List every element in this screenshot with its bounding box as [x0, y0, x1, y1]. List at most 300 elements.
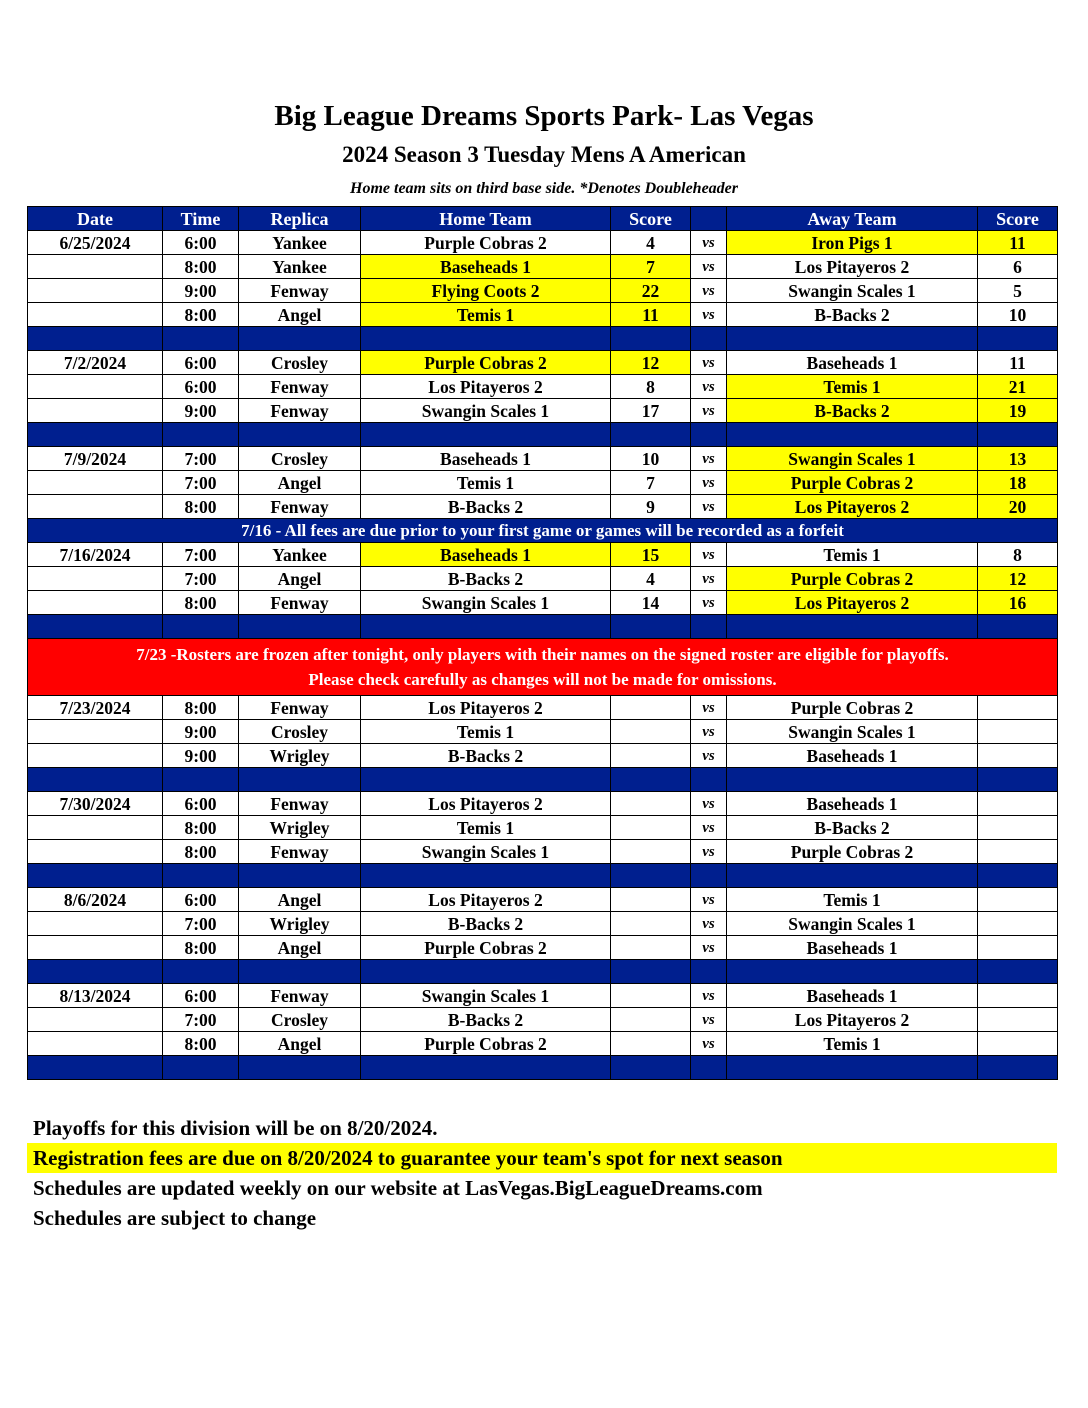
away-score: 6: [978, 255, 1058, 279]
separator-cell: [611, 423, 691, 447]
game-date: [28, 375, 163, 399]
schedule-table: [27, 206, 1058, 1080]
separator-cell: [28, 960, 163, 984]
home-score: [611, 720, 691, 744]
vs-label: vs: [691, 840, 727, 864]
vs-label: vs: [691, 231, 727, 255]
separator-cell: [361, 615, 611, 639]
away-score: 13: [978, 447, 1058, 471]
away-team: Los Pitayeros 2: [727, 591, 978, 615]
away-team: Swangin Scales 1: [727, 912, 978, 936]
away-score: [978, 744, 1058, 768]
away-score: 5: [978, 279, 1058, 303]
field-replica: Angel: [239, 471, 361, 495]
col-header-home-score: Score: [611, 207, 691, 231]
field-replica: Fenway: [239, 696, 361, 720]
home-score: 7: [611, 255, 691, 279]
vs-label: vs: [691, 696, 727, 720]
game-row: [28, 495, 1058, 519]
away-score: [978, 720, 1058, 744]
game-date: [28, 567, 163, 591]
week-separator-row: [28, 960, 1058, 984]
away-score: 19: [978, 399, 1058, 423]
week-separator-row: [28, 423, 1058, 447]
game-row: [28, 720, 1058, 744]
vs-label: vs: [691, 567, 727, 591]
home-score: [611, 696, 691, 720]
home-score: 8: [611, 375, 691, 399]
game-time: 7:00: [163, 567, 239, 591]
fee-notice-row: [28, 519, 1058, 543]
game-date: 7/23/2024: [28, 696, 163, 720]
away-team: Baseheads 1: [727, 792, 978, 816]
home-team: B-Backs 2: [361, 567, 611, 591]
field-replica: Fenway: [239, 495, 361, 519]
away-team: Temis 1: [727, 1032, 978, 1056]
away-team: Los Pitayeros 2: [727, 1008, 978, 1032]
roster-alert-cell: [28, 639, 1058, 696]
away-score: 16: [978, 591, 1058, 615]
home-score: [611, 816, 691, 840]
away-team: Los Pitayeros 2: [727, 495, 978, 519]
away-team: Swangin Scales 1: [727, 720, 978, 744]
away-score: 11: [978, 231, 1058, 255]
home-team: B-Backs 2: [361, 912, 611, 936]
home-team: Swangin Scales 1: [361, 399, 611, 423]
away-score: [978, 1032, 1058, 1056]
away-score: 20: [978, 495, 1058, 519]
game-row: [28, 888, 1058, 912]
separator-cell: [691, 615, 727, 639]
field-replica: Fenway: [239, 591, 361, 615]
game-date: 7/2/2024: [28, 351, 163, 375]
home-score: 14: [611, 591, 691, 615]
schedule-body: [28, 231, 1058, 1080]
separator-cell: [163, 423, 239, 447]
game-date: 7/16/2024: [28, 543, 163, 567]
game-time: 8:00: [163, 591, 239, 615]
game-date: [28, 279, 163, 303]
separator-cell: [239, 423, 361, 447]
fee-notice-text: 7/16 - All fees are due prior to your first game or games will be recorded as a forfeit: [28, 519, 1058, 543]
game-row: [28, 696, 1058, 720]
separator-cell: [978, 615, 1058, 639]
game-time: 6:00: [163, 984, 239, 1008]
separator-cell: [691, 327, 727, 351]
separator-cell: [163, 615, 239, 639]
separator-cell: [727, 960, 978, 984]
away-team: Purple Cobras 2: [727, 471, 978, 495]
home-score: [611, 984, 691, 1008]
col-header-away-score: Score: [978, 207, 1058, 231]
game-time: 7:00: [163, 912, 239, 936]
week-separator-row: [28, 615, 1058, 639]
home-score: 12: [611, 351, 691, 375]
separator-cell: [611, 1056, 691, 1080]
field-replica: Crosley: [239, 1008, 361, 1032]
separator-cell: [239, 864, 361, 888]
game-date: 8/13/2024: [28, 984, 163, 1008]
away-score: 10: [978, 303, 1058, 327]
game-row: [28, 936, 1058, 960]
game-time: 7:00: [163, 447, 239, 471]
away-score: [978, 840, 1058, 864]
away-score: [978, 936, 1058, 960]
field-replica: Yankee: [239, 543, 361, 567]
vs-label: vs: [691, 984, 727, 1008]
home-team: Los Pitayeros 2: [361, 792, 611, 816]
separator-cell: [727, 864, 978, 888]
footer-line: Schedules are updated weekly on our website at LasVegas.BigLeagueDreams.com: [33, 1176, 763, 1200]
separator-cell: [239, 1056, 361, 1080]
home-score: 15: [611, 543, 691, 567]
vs-label: vs: [691, 744, 727, 768]
home-team: Baseheads 1: [361, 255, 611, 279]
away-team: Baseheads 1: [727, 984, 978, 1008]
separator-cell: [28, 768, 163, 792]
away-team: Purple Cobras 2: [727, 567, 978, 591]
separator-cell: [727, 423, 978, 447]
separator-cell: [239, 327, 361, 351]
separator-cell: [361, 960, 611, 984]
footer-notes: [27, 1113, 1057, 1233]
game-row: [28, 447, 1058, 471]
page-title: Big League Dreams Sports Park- Las Vegas: [274, 100, 814, 132]
game-time: 8:00: [163, 303, 239, 327]
col-header-home-team: Home Team: [361, 207, 611, 231]
game-date: [28, 720, 163, 744]
separator-cell: [28, 423, 163, 447]
separator-cell: [239, 960, 361, 984]
separator-cell: [163, 1056, 239, 1080]
roster-alert-row: [28, 639, 1058, 696]
away-team: Temis 1: [727, 543, 978, 567]
home-team: Los Pitayeros 2: [361, 375, 611, 399]
home-score: [611, 1032, 691, 1056]
game-time: 8:00: [163, 255, 239, 279]
week-separator-row: [28, 1056, 1058, 1080]
game-row: [28, 1008, 1058, 1032]
separator-cell: [691, 768, 727, 792]
away-score: [978, 792, 1058, 816]
game-row: [28, 543, 1058, 567]
field-replica: Yankee: [239, 255, 361, 279]
vs-label: vs: [691, 495, 727, 519]
vs-label: vs: [691, 255, 727, 279]
home-score: 17: [611, 399, 691, 423]
game-date: [28, 936, 163, 960]
home-score: [611, 1008, 691, 1032]
field-replica: Angel: [239, 936, 361, 960]
away-score: 8: [978, 543, 1058, 567]
home-score: [611, 912, 691, 936]
week-separator-row: [28, 864, 1058, 888]
field-replica: Crosley: [239, 447, 361, 471]
game-date: [28, 399, 163, 423]
away-score: 12: [978, 567, 1058, 591]
away-team: Purple Cobras 2: [727, 696, 978, 720]
away-score: 18: [978, 471, 1058, 495]
field-replica: Fenway: [239, 375, 361, 399]
col-header-vs: [691, 207, 727, 231]
separator-cell: [163, 327, 239, 351]
game-time: 9:00: [163, 279, 239, 303]
away-team: Los Pitayeros 2: [727, 255, 978, 279]
away-score: [978, 1008, 1058, 1032]
game-row: [28, 984, 1058, 1008]
field-replica: Fenway: [239, 984, 361, 1008]
game-row: [28, 912, 1058, 936]
home-team: Flying Coots 2: [361, 279, 611, 303]
field-replica: Angel: [239, 303, 361, 327]
game-row: [28, 303, 1058, 327]
footer-line: Schedules are subject to change: [33, 1206, 317, 1230]
game-date: [28, 912, 163, 936]
game-date: [28, 816, 163, 840]
vs-label: vs: [691, 1032, 727, 1056]
game-time: 6:00: [163, 351, 239, 375]
game-time: 9:00: [163, 399, 239, 423]
home-team: Temis 1: [361, 816, 611, 840]
game-time: 6:00: [163, 888, 239, 912]
home-score: 22: [611, 279, 691, 303]
separator-cell: [727, 615, 978, 639]
game-date: [28, 744, 163, 768]
game-time: 6:00: [163, 792, 239, 816]
game-date: [28, 1032, 163, 1056]
away-team: Temis 1: [727, 888, 978, 912]
game-date: 8/6/2024: [28, 888, 163, 912]
away-team: Swangin Scales 1: [727, 447, 978, 471]
separator-cell: [28, 327, 163, 351]
col-header-time: Time: [163, 207, 239, 231]
game-row: [28, 567, 1058, 591]
separator-cell: [691, 864, 727, 888]
game-time: 6:00: [163, 375, 239, 399]
game-time: 8:00: [163, 1032, 239, 1056]
col-header-date: Date: [28, 207, 163, 231]
home-team: B-Backs 2: [361, 1008, 611, 1032]
game-row: [28, 399, 1058, 423]
vs-label: vs: [691, 303, 727, 327]
field-replica: Fenway: [239, 279, 361, 303]
home-team: Los Pitayeros 2: [361, 888, 611, 912]
col-header-replica: Replica: [239, 207, 361, 231]
vs-label: vs: [691, 720, 727, 744]
away-score: [978, 912, 1058, 936]
home-team: Purple Cobras 2: [361, 351, 611, 375]
vs-label: vs: [691, 471, 727, 495]
home-score: 11: [611, 303, 691, 327]
game-time: 7:00: [163, 1008, 239, 1032]
separator-cell: [361, 327, 611, 351]
home-score: [611, 792, 691, 816]
home-team: Purple Cobras 2: [361, 936, 611, 960]
separator-cell: [611, 864, 691, 888]
home-team: Baseheads 1: [361, 543, 611, 567]
separator-cell: [691, 960, 727, 984]
separator-cell: [727, 327, 978, 351]
vs-label: vs: [691, 351, 727, 375]
roster-alert-line-1: 7/23 -Rosters are frozen after tonight, only players with their names on the signed roster are eligible for playoffs.: [136, 645, 949, 664]
separator-cell: [611, 615, 691, 639]
roster-alert-line-2: Please check carefully as changes will not be made for omissions.: [308, 670, 777, 689]
vs-label: vs: [691, 447, 727, 471]
separator-cell: [163, 864, 239, 888]
field-replica: Wrigley: [239, 744, 361, 768]
table-header-row: [28, 207, 1058, 231]
separator-cell: [28, 1056, 163, 1080]
field-replica: Angel: [239, 567, 361, 591]
home-team: Los Pitayeros 2: [361, 696, 611, 720]
home-team: Temis 1: [361, 720, 611, 744]
game-date: [28, 255, 163, 279]
vs-label: vs: [691, 1008, 727, 1032]
home-team: Purple Cobras 2: [361, 1032, 611, 1056]
away-score: [978, 984, 1058, 1008]
separator-cell: [978, 864, 1058, 888]
home-score: 9: [611, 495, 691, 519]
schedule-note: Home team sits on third base side. *Denotes Doubleheader: [350, 180, 738, 197]
separator-cell: [611, 768, 691, 792]
game-row: [28, 351, 1058, 375]
week-separator-row: [28, 768, 1058, 792]
home-score: 10: [611, 447, 691, 471]
field-replica: Crosley: [239, 351, 361, 375]
vs-label: vs: [691, 912, 727, 936]
home-team: B-Backs 2: [361, 744, 611, 768]
vs-label: vs: [691, 375, 727, 399]
away-score: [978, 696, 1058, 720]
away-team: B-Backs 2: [727, 816, 978, 840]
home-team: Temis 1: [361, 303, 611, 327]
separator-cell: [163, 960, 239, 984]
game-date: [28, 1008, 163, 1032]
separator-cell: [28, 864, 163, 888]
field-replica: Wrigley: [239, 816, 361, 840]
game-time: 7:00: [163, 543, 239, 567]
game-row: [28, 840, 1058, 864]
away-team: Swangin Scales 1: [727, 279, 978, 303]
away-team: Iron Pigs 1: [727, 231, 978, 255]
away-team: B-Backs 2: [727, 399, 978, 423]
home-team: B-Backs 2: [361, 495, 611, 519]
game-date: [28, 471, 163, 495]
away-team: Purple Cobras 2: [727, 840, 978, 864]
separator-cell: [239, 768, 361, 792]
week-separator-row: [28, 327, 1058, 351]
game-time: 8:00: [163, 840, 239, 864]
home-score: 7: [611, 471, 691, 495]
game-row: [28, 792, 1058, 816]
field-replica: Wrigley: [239, 912, 361, 936]
home-score: [611, 840, 691, 864]
separator-cell: [978, 327, 1058, 351]
separator-cell: [691, 1056, 727, 1080]
game-row: [28, 255, 1058, 279]
field-replica: Angel: [239, 1032, 361, 1056]
home-team: Baseheads 1: [361, 447, 611, 471]
away-score: 11: [978, 351, 1058, 375]
separator-cell: [361, 768, 611, 792]
away-team: Baseheads 1: [727, 744, 978, 768]
vs-label: vs: [691, 399, 727, 423]
col-header-away-team: Away Team: [727, 207, 978, 231]
game-date: 6/25/2024: [28, 231, 163, 255]
game-time: 7:00: [163, 471, 239, 495]
vs-label: vs: [691, 888, 727, 912]
footer-line: Playoffs for this division will be on 8/20/2024.: [33, 1116, 438, 1140]
registration-notice: Registration fees are due on 8/20/2024 to guarantee your team's spot for next season: [27, 1143, 1057, 1173]
game-time: 8:00: [163, 495, 239, 519]
away-score: 21: [978, 375, 1058, 399]
home-score: [611, 744, 691, 768]
separator-cell: [978, 423, 1058, 447]
game-time: 8:00: [163, 816, 239, 840]
field-replica: Fenway: [239, 840, 361, 864]
game-row: [28, 816, 1058, 840]
game-row: [28, 231, 1058, 255]
away-team: Temis 1: [727, 375, 978, 399]
separator-cell: [361, 864, 611, 888]
vs-label: vs: [691, 792, 727, 816]
separator-cell: [239, 615, 361, 639]
vs-label: vs: [691, 543, 727, 567]
game-time: 8:00: [163, 936, 239, 960]
home-team: Purple Cobras 2: [361, 231, 611, 255]
separator-cell: [978, 768, 1058, 792]
home-score: 4: [611, 231, 691, 255]
game-row: [28, 471, 1058, 495]
game-date: [28, 303, 163, 327]
vs-label: vs: [691, 936, 727, 960]
game-time: 9:00: [163, 720, 239, 744]
game-row: [28, 1032, 1058, 1056]
away-score: [978, 888, 1058, 912]
separator-cell: [978, 960, 1058, 984]
separator-cell: [978, 1056, 1058, 1080]
home-score: 4: [611, 567, 691, 591]
game-date: 7/30/2024: [28, 792, 163, 816]
separator-cell: [611, 960, 691, 984]
separator-cell: [361, 1056, 611, 1080]
field-replica: Yankee: [239, 231, 361, 255]
game-row: [28, 591, 1058, 615]
separator-cell: [361, 423, 611, 447]
game-row: [28, 279, 1058, 303]
field-replica: Fenway: [239, 792, 361, 816]
separator-cell: [727, 1056, 978, 1080]
home-team: Temis 1: [361, 471, 611, 495]
vs-label: vs: [691, 816, 727, 840]
home-team: Swangin Scales 1: [361, 591, 611, 615]
game-date: 7/9/2024: [28, 447, 163, 471]
game-row: [28, 375, 1058, 399]
game-date: [28, 840, 163, 864]
away-team: B-Backs 2: [727, 303, 978, 327]
home-team: Swangin Scales 1: [361, 840, 611, 864]
field-replica: Fenway: [239, 399, 361, 423]
home-team: Swangin Scales 1: [361, 984, 611, 1008]
field-replica: Angel: [239, 888, 361, 912]
vs-label: vs: [691, 279, 727, 303]
season-subtitle: 2024 Season 3 Tuesday Mens A American: [342, 142, 746, 167]
separator-cell: [163, 768, 239, 792]
game-time: 8:00: [163, 696, 239, 720]
game-date: [28, 591, 163, 615]
home-score: [611, 888, 691, 912]
game-time: 9:00: [163, 744, 239, 768]
